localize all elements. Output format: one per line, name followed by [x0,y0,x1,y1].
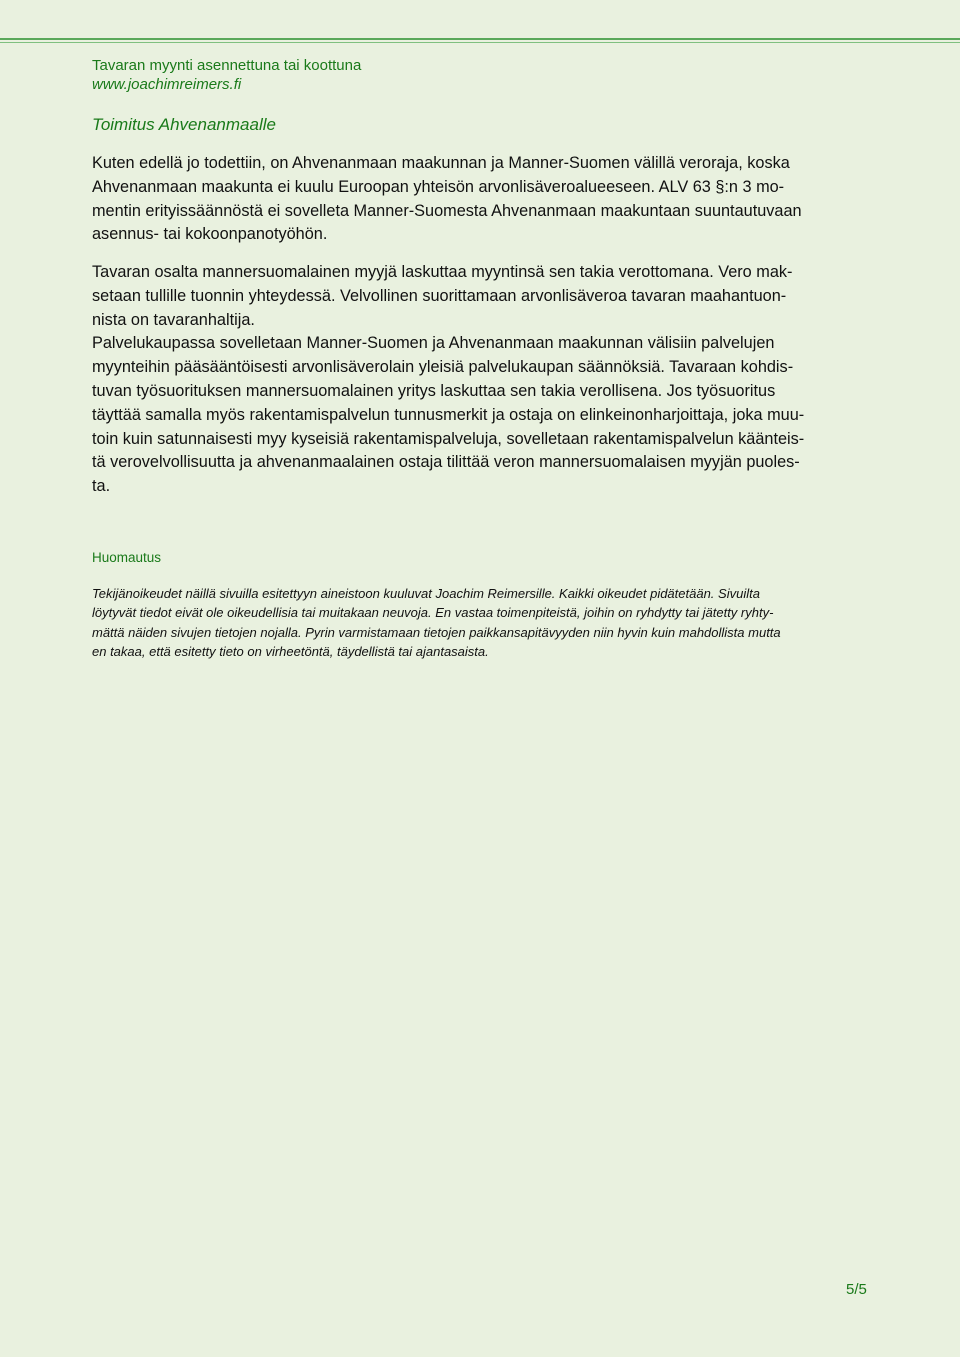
paragraph-2 [92,261,882,499]
paragraph-1 [92,152,882,247]
document-title: Tavaran myynti asennettuna tai koottuna [92,57,362,74]
paragraph-line: myynteihin pääsääntöisesti arvonlisäverolain yleisiä palvelukaupan säännöksiä. Tavaraan kohdis- [92,358,794,377]
website-url: www.joachimreimers.fi [92,76,242,93]
paragraph-line: asennus- tai kokoonpanotyöhön. [92,225,328,244]
paragraph-line: toin kuin satunnaisesti myy kyseisiä rakentamispalveluja, sovelletaan rakentamispalvelun käänteis- [92,429,805,448]
paragraph-line: setaan tullille tuonnin yhteydessä. Velvollinen suorittamaan arvonlisäveroa tavaran maahantuon- [92,286,787,305]
paragraph-line: tuvan työsuorituksen mannersuomalainen yritys laskuttaa sen takia verollisena. Jos työsuoritus [92,381,776,400]
header-rule-thin [0,42,960,43]
paragraph-line: nista on tavaranhaltija. [92,310,255,329]
header-rule [0,38,960,40]
note-line: Tekijänoikeudet näillä sivuilla esitettyyn aineistoon kuuluvat Joachim Reimersille. Kaikki oikeudet pidätetään. Sivuilta [92,586,760,601]
disclaimer-note [92,584,872,662]
paragraph-line: tä verovelvollisuutta ja ahvenanmaalainen ostaja tilittää veron mannersuomalaisen myyjän puoles- [92,453,800,472]
paragraph-line: Tavaran osalta mannersuomalainen myyjä laskuttaa myyntinsä sen takia verottomana. Vero mak- [92,263,793,281]
paragraph-line: täyttää samalla myös rakentamispalvelun tunnusmerkit ja ostaja on elinkeinonharjoittaja, joka muu- [92,405,805,424]
page-number: 5/5 [846,1281,867,1298]
note-line: löytyvät tiedot eivät ole oikeudellisia tai muitakaan neuvoja. En vastaa toimenpiteistä, joihin on ryhdytty tai jätetty ryhty- [92,605,774,621]
paragraph-line: Palvelukaupassa sovelletaan Manner-Suomen ja Ahvenanmaan maakunnan välisiin palvelujen [92,334,775,353]
paragraph-line: Kuten edellä jo todettiin, on Ahvenanmaan maakunnan ja Manner-Suomen välillä veroraja, koska [92,154,790,172]
paragraph-line: Ahvenanmaan maakunta ei kuulu Euroopan yhteisön arvonlisäveroalueeseen. ALV 63 §:n 3 mo- [92,177,785,196]
note-line: mättä näiden sivujen tietojen nojalla. Pyrin varmistamaan tietojen paikkansapitävyyden niin hyvin kuin mahdollista mutta [92,624,781,640]
paragraph-line: mentin erityissäännöstä ei sovelleta Manner-Suomesta Ahvenanmaan maakuntaan suuntautuvaan [92,201,802,220]
note-title: Huomautus [92,550,162,565]
section-title: Toimitus Ahvenanmaalle [92,115,276,134]
page-header [92,56,361,94]
paragraph-line: ta. [92,477,111,496]
note-line: en takaa, että esitetty tieto on virheetöntä, täydellistä tai ajantasaista. [92,644,489,660]
